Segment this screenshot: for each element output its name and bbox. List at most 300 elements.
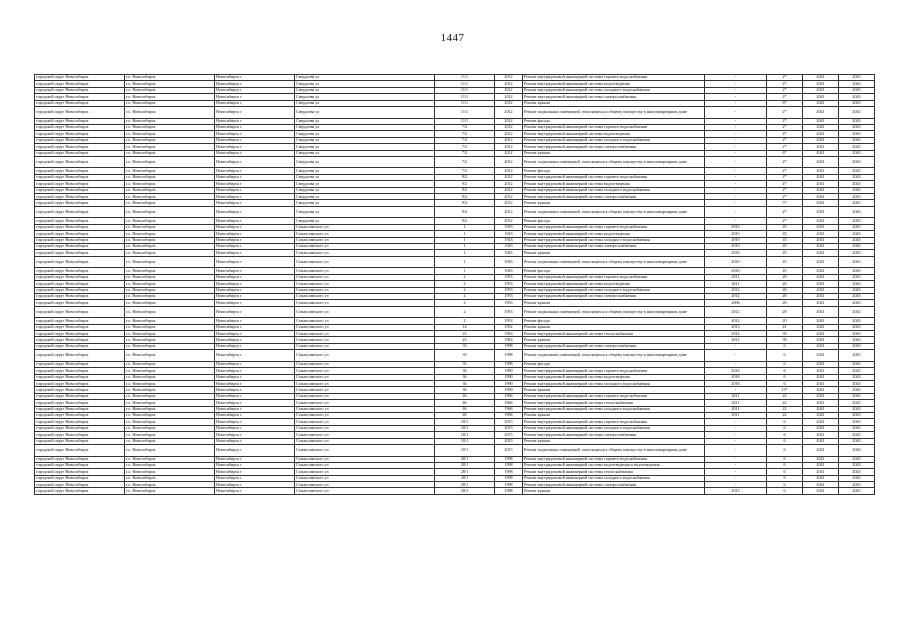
house-number-cell: 2 [435, 306, 495, 318]
municipality-cell: городской округ Новосибирск [35, 268, 125, 274]
plan-end-cell: 2043 [839, 419, 875, 425]
house-number-cell: 28/1 [435, 475, 495, 481]
build-year-cell: 1998 [495, 456, 523, 462]
plan-start-cell: 2041 [803, 106, 839, 118]
work-type-cell: Ремонт фасада [523, 168, 705, 174]
work-type-cell: Ремонт крыши [523, 412, 705, 418]
work-type-cell: Ремонт подвальных помещений, относящихся к общему имуществу в многоквартирном доме [523, 156, 705, 168]
settlement-cell: г.о. Новосибирск [125, 482, 215, 488]
city-cell: Новосибирск г [215, 187, 295, 193]
work-type-cell: Ремонт внутридомовой инженерной системы горячего водоснабжения [523, 419, 705, 425]
last-repair-year-cell: - [705, 131, 767, 137]
settlement-cell: г.о. Новосибирск [125, 462, 215, 468]
house-number-cell: 35 [435, 350, 495, 362]
plan-end-cell: 2043 [839, 100, 875, 106]
city-cell: Новосибирск г [215, 374, 295, 380]
wear-cell: 6 [767, 432, 803, 438]
repair-schedule-table [34, 74, 875, 495]
plan-end-cell: 2043 [839, 412, 875, 418]
work-type-cell: Ремонт внутридомовой инженерной системы электроснабжения [523, 432, 705, 438]
municipality-cell: городской округ Новосибирск [35, 156, 125, 168]
build-year-cell: 2012 [495, 81, 523, 87]
work-type-cell: Ремонт подвальных помещений, относящихся к общему имуществу в многоквартирном доме [523, 206, 705, 218]
house-number-cell: 7/2 [435, 156, 495, 168]
plan-start-cell: 2041 [803, 331, 839, 337]
street-cell: Станиславского ул [295, 250, 435, 256]
last-repair-year-cell: 2011 [705, 393, 767, 399]
street-cell: Станиславского ул [295, 462, 435, 468]
settlement-cell: г.о. Новосибирск [125, 300, 215, 306]
city-cell: Новосибирск г [215, 381, 295, 387]
settlement-cell: г.о. Новосибирск [125, 475, 215, 481]
municipality-cell: городской округ Новосибирск [35, 419, 125, 425]
plan-end-cell: 2043 [839, 106, 875, 118]
work-type-cell: Ремонт внутридомовой инженерной системы электроснабжения [523, 194, 705, 200]
municipality-cell: городской округ Новосибирск [35, 462, 125, 468]
plan-end-cell: 2043 [839, 81, 875, 87]
last-repair-year-cell: 2012 [705, 287, 767, 293]
municipality-cell: городской округ Новосибирск [35, 438, 125, 444]
plan-end-cell: 2043 [839, 462, 875, 468]
work-type-cell: Ремонт крыши [523, 488, 705, 494]
plan-start-cell: 2041 [803, 124, 839, 130]
build-year-cell: 1952 [495, 324, 523, 330]
plan-start-cell: 2041 [803, 456, 839, 462]
municipality-cell: городской округ Новосибирск [35, 381, 125, 387]
last-repair-year-cell: 2011 [705, 412, 767, 418]
municipality-cell: городской округ Новосибирск [35, 75, 125, 81]
settlement-cell: г.о. Новосибирск [125, 456, 215, 462]
house-number-cell: 11/1 [435, 75, 495, 81]
wear-cell: 45 [767, 250, 803, 256]
build-year-cell: 2012 [495, 94, 523, 100]
plan-start-cell: 2041 [803, 438, 839, 444]
build-year-cell: 2015 [495, 425, 523, 431]
plan-end-cell: 2043 [839, 381, 875, 387]
plan-start-cell: 2041 [803, 337, 839, 343]
wear-cell: 45 [767, 237, 803, 243]
plan-start-cell: 2041 [803, 281, 839, 287]
wear-cell: 6 [767, 462, 803, 468]
last-repair-year-cell: - [705, 475, 767, 481]
last-repair-year-cell: - [705, 350, 767, 362]
municipality-cell: городской округ Новосибирск [35, 224, 125, 230]
street-cell: Станиславского ул [295, 256, 435, 268]
street-cell: Свердлова ул [295, 106, 435, 118]
work-type-cell: Ремонт фасада [523, 268, 705, 274]
table-row [35, 306, 875, 318]
wear-cell: 2* [767, 218, 803, 224]
wear-cell: 4* [767, 81, 803, 87]
settlement-cell: г.о. Новосибирск [125, 131, 215, 137]
wear-cell: 20 [767, 287, 803, 293]
municipality-cell: городской округ Новосибирск [35, 131, 125, 137]
plan-end-cell: 2043 [839, 224, 875, 230]
municipality-cell: городской округ Новосибирск [35, 187, 125, 193]
build-year-cell: 2015 [495, 444, 523, 456]
city-cell: Новосибирск г [215, 237, 295, 243]
settlement-cell: г.о. Новосибирск [125, 444, 215, 456]
wear-cell: 2* [767, 94, 803, 100]
settlement-cell: г.о. Новосибирск [125, 150, 215, 156]
city-cell: Новосибирск г [215, 488, 295, 494]
wear-cell: 6 [767, 438, 803, 444]
settlement-cell: г.о. Новосибирск [125, 94, 215, 100]
city-cell: Новосибирск г [215, 482, 295, 488]
city-cell: Новосибирск г [215, 432, 295, 438]
plan-end-cell: 2043 [839, 406, 875, 412]
plan-end-cell: 2043 [839, 337, 875, 343]
plan-end-cell: 2043 [839, 350, 875, 362]
table-row [35, 350, 875, 362]
work-type-cell: Ремонт крыши [523, 100, 705, 106]
wear-cell: 20 [767, 281, 803, 287]
work-type-cell: Ремонт внутридомовой инженерной системы холодного водоснабжения [523, 287, 705, 293]
plan-start-cell: 2041 [803, 350, 839, 362]
municipality-cell: городской округ Новосибирск [35, 324, 125, 330]
build-year-cell: 2012 [495, 187, 523, 193]
house-number-cell: 9/2 [435, 206, 495, 218]
street-cell: Станиславского ул [295, 393, 435, 399]
street-cell: Свердлова ул [295, 187, 435, 193]
work-type-cell: Ремонт внутридомовой инженерной системы холодного водоснабжения [523, 475, 705, 481]
municipality-cell: городской округ Новосибирск [35, 181, 125, 187]
municipality-cell: городской округ Новосибирск [35, 300, 125, 306]
settlement-cell: г.о. Новосибирск [125, 106, 215, 118]
plan-end-cell: 2043 [839, 318, 875, 324]
house-number-cell: 23 [435, 337, 495, 343]
settlement-cell: г.о. Новосибирск [125, 268, 215, 274]
build-year-cell: 2012 [495, 168, 523, 174]
last-repair-year-cell: - [705, 75, 767, 81]
work-type-cell: Ремонт внутридомовой инженерной системы водоотведения [523, 181, 705, 187]
house-number-cell: 1 [435, 243, 495, 249]
last-repair-year-cell: - [705, 361, 767, 367]
street-cell: Станиславского ул [295, 243, 435, 249]
plan-end-cell: 2043 [839, 287, 875, 293]
plan-start-cell: 2041 [803, 274, 839, 280]
street-cell: Станиславского ул [295, 237, 435, 243]
settlement-cell: г.о. Новосибирск [125, 412, 215, 418]
house-number-cell: 7/2 [435, 168, 495, 174]
municipality-cell: городской округ Новосибирск [35, 281, 125, 287]
municipality-cell: городской округ Новосибирск [35, 237, 125, 243]
wear-cell: 2* [767, 106, 803, 118]
plan-end-cell: 2043 [839, 324, 875, 330]
plan-start-cell: 2041 [803, 243, 839, 249]
wear-cell: 22 [767, 400, 803, 406]
plan-start-cell: 2041 [803, 224, 839, 230]
wear-cell: 4* [767, 131, 803, 137]
city-cell: Новосибирск г [215, 318, 295, 324]
municipality-cell: городской округ Новосибирск [35, 469, 125, 475]
settlement-cell: г.о. Новосибирск [125, 274, 215, 280]
plan-end-cell: 2043 [839, 300, 875, 306]
house-number-cell: 46 [435, 412, 495, 418]
house-number-cell: 11/1 [435, 87, 495, 93]
settlement-cell: г.о. Новосибирск [125, 174, 215, 180]
build-year-cell: 1953 [495, 287, 523, 293]
work-type-cell: Ремонт внутридомовой инженерной системы холодного водоснабжения [523, 87, 705, 93]
build-year-cell: 2015 [495, 419, 523, 425]
last-repair-year-cell: 2010 [705, 256, 767, 268]
city-cell: Новосибирск г [215, 475, 295, 481]
street-cell: Станиславского ул [295, 361, 435, 367]
plan-start-cell: 2041 [803, 425, 839, 431]
house-number-cell: 1 [435, 256, 495, 268]
plan-start-cell: 2041 [803, 206, 839, 218]
street-cell: Станиславского ул [295, 475, 435, 481]
plan-end-cell: 2043 [839, 87, 875, 93]
municipality-cell: городской округ Новосибирск [35, 361, 125, 367]
city-cell: Новосибирск г [215, 412, 295, 418]
plan-start-cell: 2041 [803, 318, 839, 324]
build-year-cell: 1990 [495, 387, 523, 393]
city-cell: Новосибирск г [215, 118, 295, 124]
settlement-cell: г.о. Новосибирск [125, 374, 215, 380]
last-repair-year-cell: - [705, 87, 767, 93]
city-cell: Новосибирск г [215, 256, 295, 268]
plan-end-cell: 2043 [839, 124, 875, 130]
build-year-cell: 1966 [495, 412, 523, 418]
page-number: 1447 [440, 32, 465, 44]
municipality-cell: городской округ Новосибирск [35, 343, 125, 349]
city-cell: Новосибирск г [215, 438, 295, 444]
plan-start-cell: 2041 [803, 194, 839, 200]
plan-end-cell: 2043 [839, 250, 875, 256]
street-cell: Станиславского ул [295, 268, 435, 274]
build-year-cell: 1990 [495, 374, 523, 380]
street-cell: Свердлова ул [295, 194, 435, 200]
work-type-cell: Ремонт подвальных помещений, относящихся к общему имуществу в многоквартирном доме [523, 256, 705, 268]
last-repair-year-cell: 2011 [705, 406, 767, 412]
settlement-cell: г.о. Новосибирск [125, 381, 215, 387]
plan-end-cell: 2043 [839, 469, 875, 475]
wear-cell: 2* [767, 168, 803, 174]
house-number-cell: 14 [435, 324, 495, 330]
house-number-cell: 28/1 [435, 488, 495, 494]
street-cell: Свердлова ул [295, 144, 435, 150]
municipality-cell: городской округ Новосибирск [35, 331, 125, 337]
last-repair-year-cell: 2012 [705, 331, 767, 337]
street-cell: Станиславского ул [295, 419, 435, 425]
house-number-cell: 2 [435, 281, 495, 287]
wear-cell: 15* [767, 387, 803, 393]
street-cell: Станиславского ул [295, 482, 435, 488]
wear-cell: 6 [767, 381, 803, 387]
street-cell: Свердлова ул [295, 168, 435, 174]
plan-start-cell: 2041 [803, 181, 839, 187]
house-number-cell: 46 [435, 393, 495, 399]
wear-cell: 6* [767, 150, 803, 156]
work-type-cell: Ремонт внутридомовой инженерной системы холодного водоснабжения [523, 425, 705, 431]
settlement-cell: г.о. Новосибирск [125, 256, 215, 268]
municipality-cell: городской округ Новосибирск [35, 400, 125, 406]
build-year-cell: 1963 [495, 331, 523, 337]
house-number-cell: 28/1 [435, 456, 495, 462]
wear-cell: 39 [767, 331, 803, 337]
city-cell: Новосибирск г [215, 274, 295, 280]
city-cell: Новосибирск г [215, 300, 295, 306]
build-year-cell: 2012 [495, 174, 523, 180]
plan-end-cell: 2043 [839, 387, 875, 393]
work-type-cell: Ремонт внутридомовой инженерной системы водоотведения [523, 81, 705, 87]
last-repair-year-cell: 2011 [705, 281, 767, 287]
plan-start-cell: 2041 [803, 187, 839, 193]
city-cell: Новосибирск г [215, 75, 295, 81]
house-number-cell: 2 [435, 274, 495, 280]
city-cell: Новосибирск г [215, 206, 295, 218]
street-cell: Станиславского ул [295, 306, 435, 318]
build-year-cell: 1953 [495, 300, 523, 306]
house-number-cell: 36 [435, 368, 495, 374]
city-cell: Новосибирск г [215, 194, 295, 200]
street-cell: Станиславского ул [295, 488, 435, 494]
city-cell: Новосибирск г [215, 368, 295, 374]
plan-end-cell: 2043 [839, 137, 875, 143]
last-repair-year-cell: 2010 [705, 250, 767, 256]
house-number-cell: 2 [435, 293, 495, 299]
settlement-cell: г.о. Новосибирск [125, 118, 215, 124]
wear-cell: 22 [767, 406, 803, 412]
wear-cell: 4* [767, 181, 803, 187]
build-year-cell: 1953 [495, 274, 523, 280]
build-year-cell: 2012 [495, 206, 523, 218]
city-cell: Новосибирск г [215, 224, 295, 230]
last-repair-year-cell: 2006 [705, 300, 767, 306]
wear-cell: 2* [767, 187, 803, 193]
settlement-cell: г.о. Новосибирск [125, 144, 215, 150]
wear-cell: 6 [767, 444, 803, 456]
city-cell: Новосибирск г [215, 350, 295, 362]
work-type-cell: Ремонт крыши [523, 438, 705, 444]
street-cell: Свердлова ул [295, 75, 435, 81]
municipality-cell: городской округ Новосибирск [35, 368, 125, 374]
house-number-cell: 18/1 [435, 438, 495, 444]
city-cell: Новосибирск г [215, 168, 295, 174]
plan-end-cell: 2043 [839, 231, 875, 237]
settlement-cell: г.о. Новосибирск [125, 231, 215, 237]
house-number-cell: 9/2 [435, 218, 495, 224]
city-cell: Новосибирск г [215, 444, 295, 456]
plan-start-cell: 2041 [803, 343, 839, 349]
work-type-cell: Ремонт внутридомовой инженерной системы горячего водоснабжения [523, 456, 705, 462]
last-repair-year-cell: - [705, 106, 767, 118]
work-type-cell: Ремонт внутридомовой инженерной системы электроснабжения [523, 144, 705, 150]
build-year-cell: 1943 [495, 268, 523, 274]
last-repair-year-cell: - [705, 456, 767, 462]
last-repair-year-cell: - [705, 218, 767, 224]
street-cell: Станиславского ул [295, 368, 435, 374]
build-year-cell: 1998 [495, 482, 523, 488]
street-cell: Станиславского ул [295, 324, 435, 330]
municipality-cell: городской округ Новосибирск [35, 94, 125, 100]
work-type-cell: Ремонт внутридомовой инженерной системы горячего водоснабжения [523, 368, 705, 374]
street-cell: Станиславского ул [295, 318, 435, 324]
last-repair-year-cell: 2016 [705, 374, 767, 380]
work-type-cell: Ремонт внутридомовой инженерной системы водоотведения [523, 281, 705, 287]
municipality-cell: городской округ Новосибирск [35, 200, 125, 206]
house-number-cell: 7/2 [435, 144, 495, 150]
plan-end-cell: 2043 [839, 194, 875, 200]
plan-start-cell: 2041 [803, 256, 839, 268]
city-cell: Новосибирск г [215, 462, 295, 468]
street-cell: Станиславского ул [295, 343, 435, 349]
street-cell: Свердлова ул [295, 124, 435, 130]
last-repair-year-cell: - [705, 419, 767, 425]
city-cell: Новосибирск г [215, 106, 295, 118]
build-year-cell: 2012 [495, 150, 523, 156]
build-year-cell: 2012 [495, 124, 523, 130]
build-year-cell: 1966 [495, 393, 523, 399]
street-cell: Свердлова ул [295, 200, 435, 206]
build-year-cell: 2012 [495, 131, 523, 137]
plan-start-cell: 2041 [803, 200, 839, 206]
work-type-cell: Ремонт внутридомовой инженерной системы горячего водоснабжения [523, 393, 705, 399]
build-year-cell: 1953 [495, 293, 523, 299]
municipality-cell: городской округ Новосибирск [35, 124, 125, 130]
settlement-cell: г.о. Новосибирск [125, 331, 215, 337]
plan-end-cell: 2043 [839, 174, 875, 180]
municipality-cell: городской округ Новосибирск [35, 444, 125, 456]
city-cell: Новосибирск г [215, 324, 295, 330]
plan-start-cell: 2041 [803, 100, 839, 106]
street-cell: Станиславского ул [295, 287, 435, 293]
city-cell: Новосибирск г [215, 393, 295, 399]
settlement-cell: г.о. Новосибирск [125, 469, 215, 475]
street-cell: Станиславского ул [295, 274, 435, 280]
plan-start-cell: 2041 [803, 268, 839, 274]
settlement-cell: г.о. Новосибирск [125, 361, 215, 367]
settlement-cell: г.о. Новосибирск [125, 206, 215, 218]
municipality-cell: городской округ Новосибирск [35, 482, 125, 488]
municipality-cell: городской округ Новосибирск [35, 318, 125, 324]
table-row [35, 444, 875, 456]
settlement-cell: г.о. Новосибирск [125, 438, 215, 444]
last-repair-year-cell: - [705, 94, 767, 100]
street-cell: Станиславского ул [295, 331, 435, 337]
plan-start-cell: 2041 [803, 237, 839, 243]
work-type-cell: Ремонт подвальных помещений, относящихся к общему имуществу в многоквартирном доме [523, 350, 705, 362]
work-type-cell: Ремонт внутридомовой инженерной системы электроснабжения [523, 343, 705, 349]
plan-start-cell: 2041 [803, 488, 839, 494]
city-cell: Новосибирск г [215, 343, 295, 349]
house-number-cell: 11/1 [435, 81, 495, 87]
last-repair-year-cell: - [705, 438, 767, 444]
plan-end-cell: 2043 [839, 393, 875, 399]
work-type-cell: Ремонт фасада [523, 361, 705, 367]
build-year-cell: 1963 [495, 337, 523, 343]
settlement-cell: г.о. Новосибирск [125, 187, 215, 193]
wear-cell: 45 [767, 224, 803, 230]
wear-cell: 2* [767, 156, 803, 168]
street-cell: Станиславского ул [295, 293, 435, 299]
build-year-cell: 1943 [495, 231, 523, 237]
plan-end-cell: 2043 [839, 268, 875, 274]
plan-start-cell: 2041 [803, 406, 839, 412]
settlement-cell: г.о. Новосибирск [125, 488, 215, 494]
street-cell: Станиславского ул [295, 337, 435, 343]
build-year-cell: 1998 [495, 350, 523, 362]
table-body [35, 75, 875, 495]
plan-end-cell: 2043 [839, 374, 875, 380]
house-number-cell: 46 [435, 406, 495, 412]
last-repair-year-cell: - [705, 387, 767, 393]
work-type-cell: Ремонт внутридомовой инженерной системы холодного водоснабжения [523, 137, 705, 143]
last-repair-year-cell: 2012 [705, 293, 767, 299]
city-cell: Новосибирск г [215, 287, 295, 293]
build-year-cell: 2012 [495, 218, 523, 224]
